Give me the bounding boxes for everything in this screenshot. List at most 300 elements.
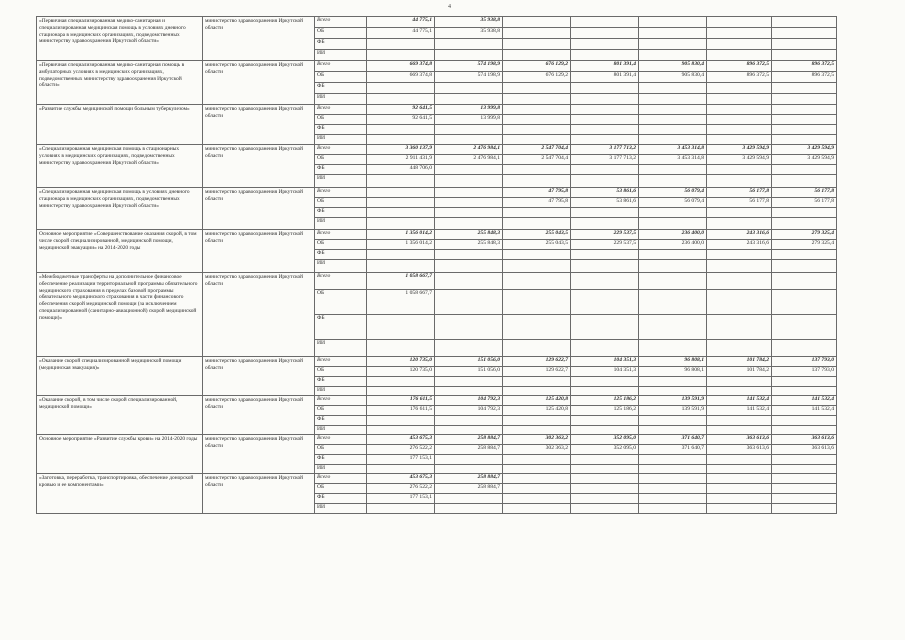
amount-cell: 56 177,8 <box>772 198 837 208</box>
amount-cell <box>772 260 837 273</box>
amount-cell: 104 351,3 <box>571 367 639 377</box>
amount-cell <box>707 17 772 28</box>
amount-cell: 2 476 984,1 <box>435 155 503 165</box>
funding-source: ИИ <box>315 260 367 273</box>
amount-cell <box>571 250 639 260</box>
amount-cell: 236 400,0 <box>639 230 707 240</box>
amount-cell <box>435 465 503 474</box>
amount-cell: 47 795,8 <box>503 198 571 208</box>
amount-cell: 574 198,9 <box>435 61 503 72</box>
amount-cell <box>503 315 571 340</box>
amount-cell: 35 938,8 <box>435 28 503 39</box>
amount-cell <box>435 94 503 105</box>
amount-cell: 56 079,4 <box>639 188 707 198</box>
amount-cell <box>639 39 707 50</box>
amount-cell: 53 861,6 <box>571 198 639 208</box>
amount-cell: 1 058 667,7 <box>367 273 435 290</box>
amount-cell <box>639 83 707 94</box>
amount-cell <box>772 83 837 94</box>
table-row <box>37 145 837 155</box>
amount-cell <box>639 474 707 484</box>
amount-cell <box>571 125 639 135</box>
executor: министерство здравоохранения Иркутской области <box>203 105 315 145</box>
amount-cell <box>503 50 571 61</box>
amount-cell: 3 453 314,8 <box>639 145 707 155</box>
amount-cell <box>435 218 503 230</box>
amount-cell <box>367 377 435 387</box>
amount-cell <box>772 465 837 474</box>
funding-source: ИИ <box>315 135 367 145</box>
amount-cell <box>571 17 639 28</box>
amount-cell <box>367 208 435 218</box>
amount-cell <box>503 175 571 188</box>
funding-source: Всего <box>315 474 367 484</box>
amount-cell <box>503 416 571 426</box>
amount-cell <box>639 387 707 396</box>
amount-cell: 905 830,4 <box>639 72 707 83</box>
amount-cell <box>435 250 503 260</box>
amount-cell <box>639 28 707 39</box>
amount-cell <box>707 340 772 357</box>
amount-cell <box>639 218 707 230</box>
amount-cell <box>707 208 772 218</box>
amount-cell: 56 079,4 <box>639 198 707 208</box>
funding-source: ИИ <box>315 50 367 61</box>
amount-cell <box>503 165 571 175</box>
table-row <box>37 396 837 406</box>
amount-cell <box>367 188 435 198</box>
amount-cell <box>367 83 435 94</box>
executor: министерство здравоохранения Иркутской области <box>203 357 315 396</box>
amount-cell: 125 420,8 <box>503 396 571 406</box>
amount-cell: 35 938,8 <box>435 17 503 28</box>
amount-cell <box>707 494 772 504</box>
amount-cell <box>435 387 503 396</box>
amount-cell: 44 775,1 <box>367 28 435 39</box>
amount-cell <box>435 273 503 290</box>
funding-source: ФБ <box>315 250 367 260</box>
amount-cell <box>503 290 571 315</box>
amount-cell: 279 325,4 <box>772 240 837 250</box>
amount-cell <box>503 504 571 514</box>
amount-cell <box>435 494 503 504</box>
amount-cell <box>639 260 707 273</box>
amount-cell <box>707 260 772 273</box>
amount-cell: 258 884,7 <box>435 484 503 494</box>
amount-cell <box>707 273 772 290</box>
funding-source: Всего <box>315 435 367 445</box>
amount-cell <box>772 416 837 426</box>
amount-cell <box>503 94 571 105</box>
amount-cell <box>639 455 707 465</box>
amount-cell: 120 735,0 <box>367 357 435 367</box>
amount-cell: 47 795,8 <box>503 188 571 198</box>
amount-cell: 363 613,6 <box>707 435 772 445</box>
amount-cell: 302 363,2 <box>503 445 571 455</box>
amount-cell: 139 591,9 <box>639 396 707 406</box>
amount-cell: 3 360 137,9 <box>367 145 435 155</box>
amount-cell: 352 095,0 <box>571 445 639 455</box>
amount-cell <box>571 290 639 315</box>
funding-source: ИИ <box>315 387 367 396</box>
amount-cell <box>772 340 837 357</box>
amount-cell <box>571 377 639 387</box>
amount-cell: 276 522,2 <box>367 484 435 494</box>
amount-cell <box>639 484 707 494</box>
amount-cell <box>639 115 707 125</box>
amount-cell: 255 848,3 <box>435 230 503 240</box>
funding-source: ИИ <box>315 175 367 188</box>
amount-cell: 137 793,0 <box>772 357 837 367</box>
amount-cell <box>435 208 503 218</box>
amount-cell <box>571 165 639 175</box>
amount-cell <box>435 125 503 135</box>
amount-cell: 125 186,2 <box>571 396 639 406</box>
amount-cell <box>503 260 571 273</box>
amount-cell <box>707 115 772 125</box>
amount-cell <box>435 175 503 188</box>
amount-cell <box>367 260 435 273</box>
amount-cell: 896 372,5 <box>772 61 837 72</box>
amount-cell <box>639 17 707 28</box>
funding-source: ФБ <box>315 416 367 426</box>
executor: министерство здравоохранения Иркутской области <box>203 230 315 273</box>
executor: министерство здравоохранения Иркутской области <box>203 474 315 514</box>
amount-cell: 137 793,0 <box>772 367 837 377</box>
amount-cell: 1 356 014,2 <box>367 240 435 250</box>
executor: министерство здравоохранения Иркутской области <box>203 435 315 474</box>
amount-cell <box>707 125 772 135</box>
executor: министерство здравоохранения Иркутской области <box>203 61 315 105</box>
amount-cell <box>435 315 503 340</box>
table-row <box>37 188 837 198</box>
amount-cell <box>571 28 639 39</box>
amount-cell: 139 591,9 <box>639 406 707 416</box>
amount-cell <box>571 455 639 465</box>
amount-cell <box>707 387 772 396</box>
amount-cell <box>571 105 639 115</box>
amount-cell: 3 429 594,9 <box>772 145 837 155</box>
amount-cell <box>707 377 772 387</box>
table-row <box>37 61 837 72</box>
amount-cell <box>772 377 837 387</box>
amount-cell: 276 522,2 <box>367 445 435 455</box>
funding-source: ФБ <box>315 39 367 50</box>
amount-cell: 3 453 314,8 <box>639 155 707 165</box>
amount-cell <box>707 426 772 435</box>
amount-cell: 2 547 704,4 <box>503 155 571 165</box>
amount-cell <box>707 50 772 61</box>
amount-cell <box>435 426 503 435</box>
amount-cell: 125 186,2 <box>571 406 639 416</box>
amount-cell <box>772 125 837 135</box>
amount-cell <box>772 494 837 504</box>
amount-cell <box>435 188 503 198</box>
amount-cell <box>367 218 435 230</box>
amount-cell: 801 391,4 <box>571 61 639 72</box>
amount-cell: 669 374,8 <box>367 61 435 72</box>
amount-cell: 371 640,7 <box>639 435 707 445</box>
amount-cell: 255 848,3 <box>435 240 503 250</box>
amount-cell: 801 391,4 <box>571 72 639 83</box>
amount-cell: 453 675,3 <box>367 435 435 445</box>
amount-cell: 279 325,4 <box>772 230 837 240</box>
amount-cell <box>571 175 639 188</box>
amount-cell <box>367 94 435 105</box>
amount-cell <box>707 105 772 115</box>
amount-cell <box>772 218 837 230</box>
amount-cell: 104 351,3 <box>571 357 639 367</box>
budget-table <box>36 16 837 514</box>
amount-cell: 896 372,5 <box>772 72 837 83</box>
funding-source: ОБ <box>315 445 367 455</box>
amount-cell <box>772 484 837 494</box>
amount-cell <box>571 315 639 340</box>
amount-cell <box>435 290 503 315</box>
funding-source: ФБ <box>315 83 367 94</box>
amount-cell: 141 532,4 <box>772 406 837 416</box>
funding-source: ОБ <box>315 72 367 83</box>
activity-name: «Оказание скорой, в том числе скорой специализированной, медицинской помощи» <box>37 396 203 435</box>
amount-cell <box>503 474 571 484</box>
amount-cell: 255 043,5 <box>503 240 571 250</box>
amount-cell <box>367 315 435 340</box>
funding-source: ФБ <box>315 125 367 135</box>
amount-cell: 53 861,6 <box>571 188 639 198</box>
funding-source: ФБ <box>315 455 367 465</box>
amount-cell <box>571 387 639 396</box>
amount-cell <box>503 83 571 94</box>
amount-cell <box>639 340 707 357</box>
activity-name: «Оказание скорой специализированной медицинской помощи (медицинская эвакуация)» <box>37 357 203 396</box>
amount-cell <box>571 218 639 230</box>
amount-cell: 176 611,5 <box>367 406 435 416</box>
amount-cell <box>503 465 571 474</box>
amount-cell <box>571 504 639 514</box>
amount-cell: 448 706,0 <box>367 165 435 175</box>
amount-cell <box>707 504 772 514</box>
amount-cell <box>772 474 837 484</box>
executor: министерство здравоохранения Иркутской области <box>203 188 315 230</box>
funding-source: ФБ <box>315 165 367 175</box>
amount-cell <box>639 250 707 260</box>
amount-cell: 453 675,3 <box>367 474 435 484</box>
funding-source: ИИ <box>315 465 367 474</box>
activity-name: Основное мероприятие «Развитие службы крови» на 2014-2020 годы <box>37 435 203 474</box>
amount-cell <box>571 273 639 290</box>
amount-cell <box>639 105 707 115</box>
amount-cell: 56 177,8 <box>707 198 772 208</box>
budget-table-body <box>37 17 837 514</box>
executor: министерство здравоохранения Иркутской области <box>203 273 315 357</box>
amount-cell: 120 735,0 <box>367 367 435 377</box>
amount-cell <box>772 28 837 39</box>
funding-source: ОБ <box>315 367 367 377</box>
funding-source: ФБ <box>315 315 367 340</box>
activity-name: «Специализированная медицинская помощь в условиях дневного стационара в медицинских организациях, подведомственных министерству здравоохранения Иркутской области» <box>37 188 203 230</box>
amount-cell <box>503 455 571 465</box>
executor: министерство здравоохранения Иркутской области <box>203 396 315 435</box>
amount-cell <box>435 83 503 94</box>
amount-cell <box>772 208 837 218</box>
amount-cell: 258 884,7 <box>435 435 503 445</box>
amount-cell <box>772 165 837 175</box>
amount-cell <box>571 484 639 494</box>
activity-name: «Межбюджетные трансферты на дополнительное финансовое обеспечение реализации территориальной программы обязательного медицинского страхования в пределах базовой программы обязательного медицинского страхования в части финансового обеспечения скорой медицинской помощи (за исключением специализированной (санитарно-авиационной) скорой медицинской помощи)» <box>37 273 203 357</box>
activity-name: «Специализированная медицинская помощь в стационарных условиях в медицинских организациях, подведомственных министерству здравоохранения Иркутской области» <box>37 145 203 188</box>
amount-cell: 363 613,6 <box>772 435 837 445</box>
amount-cell: 141 532,4 <box>772 396 837 406</box>
amount-cell: 676 129,2 <box>503 61 571 72</box>
amount-cell <box>435 260 503 273</box>
amount-cell: 151 056,0 <box>435 367 503 377</box>
amount-cell <box>367 504 435 514</box>
amount-cell: 258 884,7 <box>435 445 503 455</box>
amount-cell <box>367 416 435 426</box>
amount-cell <box>367 125 435 135</box>
amount-cell: 104 792,3 <box>435 396 503 406</box>
amount-cell <box>772 105 837 115</box>
funding-source: ОБ <box>315 28 367 39</box>
table-row <box>37 17 837 28</box>
funding-source: Всего <box>315 188 367 198</box>
amount-cell <box>435 455 503 465</box>
amount-cell <box>571 39 639 50</box>
amount-cell <box>772 94 837 105</box>
amount-cell <box>503 494 571 504</box>
amount-cell <box>503 340 571 357</box>
amount-cell <box>503 39 571 50</box>
amount-cell <box>639 94 707 105</box>
amount-cell <box>435 165 503 175</box>
amount-cell: 176 611,5 <box>367 396 435 406</box>
table-row <box>37 273 837 290</box>
amount-cell <box>571 340 639 357</box>
amount-cell: 13 999,8 <box>435 105 503 115</box>
amount-cell <box>435 504 503 514</box>
amount-cell <box>772 455 837 465</box>
amount-cell: 3 429 594,9 <box>707 145 772 155</box>
amount-cell <box>772 426 837 435</box>
activity-name: «Развитие службы медицинской помощи больным туберкулезом» <box>37 105 203 145</box>
amount-cell <box>571 416 639 426</box>
amount-cell <box>772 273 837 290</box>
funding-source: ИИ <box>315 426 367 435</box>
amount-cell: 229 537,5 <box>571 240 639 250</box>
amount-cell <box>639 125 707 135</box>
funding-source: Всего <box>315 145 367 155</box>
amount-cell <box>435 198 503 208</box>
amount-cell <box>367 465 435 474</box>
amount-cell: 229 537,5 <box>571 230 639 240</box>
amount-cell <box>707 290 772 315</box>
amount-cell <box>707 135 772 145</box>
amount-cell <box>707 315 772 340</box>
amount-cell <box>772 39 837 50</box>
amount-cell: 177 153,1 <box>367 494 435 504</box>
funding-source: Всего <box>315 17 367 28</box>
funding-source: Всего <box>315 396 367 406</box>
amount-cell: 141 532,4 <box>707 396 772 406</box>
amount-cell <box>503 426 571 435</box>
funding-source: ОБ <box>315 198 367 208</box>
table-row <box>37 230 837 240</box>
funding-source: ИИ <box>315 94 367 105</box>
table-row <box>37 435 837 445</box>
funding-source: Всего <box>315 61 367 72</box>
amount-cell <box>707 484 772 494</box>
amount-cell <box>571 135 639 145</box>
amount-cell <box>772 50 837 61</box>
amount-cell <box>503 377 571 387</box>
amount-cell <box>435 340 503 357</box>
amount-cell <box>639 416 707 426</box>
amount-cell: 56 177,8 <box>772 188 837 198</box>
amount-cell: 125 420,8 <box>503 406 571 416</box>
amount-cell: 574 198,9 <box>435 72 503 83</box>
amount-cell: 896 372,5 <box>707 61 772 72</box>
amount-cell: 44 775,1 <box>367 17 435 28</box>
funding-source: ОБ <box>315 115 367 125</box>
amount-cell: 151 056,0 <box>435 357 503 367</box>
funding-source: ИИ <box>315 504 367 514</box>
funding-source: ОБ <box>315 240 367 250</box>
funding-source: ФБ <box>315 494 367 504</box>
amount-cell <box>503 484 571 494</box>
amount-cell: 129 622,7 <box>503 357 571 367</box>
funding-source: Всего <box>315 273 367 290</box>
amount-cell <box>367 387 435 396</box>
executor: министерство здравоохранения Иркутской области <box>203 145 315 188</box>
amount-cell <box>639 208 707 218</box>
amount-cell <box>503 273 571 290</box>
amount-cell: 3 177 713,2 <box>571 145 639 155</box>
amount-cell <box>707 94 772 105</box>
amount-cell <box>571 465 639 474</box>
page-number: 4 <box>448 4 451 10</box>
amount-cell <box>571 474 639 484</box>
amount-cell <box>571 260 639 273</box>
amount-cell <box>707 83 772 94</box>
amount-cell <box>639 50 707 61</box>
funding-source: Всего <box>315 230 367 240</box>
amount-cell <box>639 290 707 315</box>
amount-cell <box>503 17 571 28</box>
amount-cell <box>707 175 772 188</box>
amount-cell <box>639 175 707 188</box>
funding-source: ОБ <box>315 406 367 416</box>
amount-cell: 243 316,6 <box>707 230 772 240</box>
amount-cell: 2 547 704,4 <box>503 145 571 155</box>
amount-cell: 129 622,7 <box>503 367 571 377</box>
amount-cell: 104 792,3 <box>435 406 503 416</box>
activity-name: «Заготовка, переработка, транспортировка, обеспечение донорской кровью и ее компонентами» <box>37 474 203 514</box>
amount-cell: 96 808,1 <box>639 357 707 367</box>
amount-cell <box>571 208 639 218</box>
amount-cell <box>367 198 435 208</box>
amount-cell <box>367 340 435 357</box>
amount-cell <box>639 494 707 504</box>
funding-source: ИИ <box>315 340 367 357</box>
amount-cell <box>503 387 571 396</box>
amount-cell <box>707 474 772 484</box>
activity-name: Основное мероприятие «Совершенствование оказания скорой, в том числе скорой специализированной, медицинской помощи, медицинской эвакуации» на 2014-2020 годы <box>37 230 203 273</box>
amount-cell <box>571 94 639 105</box>
amount-cell: 141 532,4 <box>707 406 772 416</box>
amount-cell <box>707 416 772 426</box>
amount-cell: 3 177 713,2 <box>571 155 639 165</box>
amount-cell <box>367 175 435 188</box>
